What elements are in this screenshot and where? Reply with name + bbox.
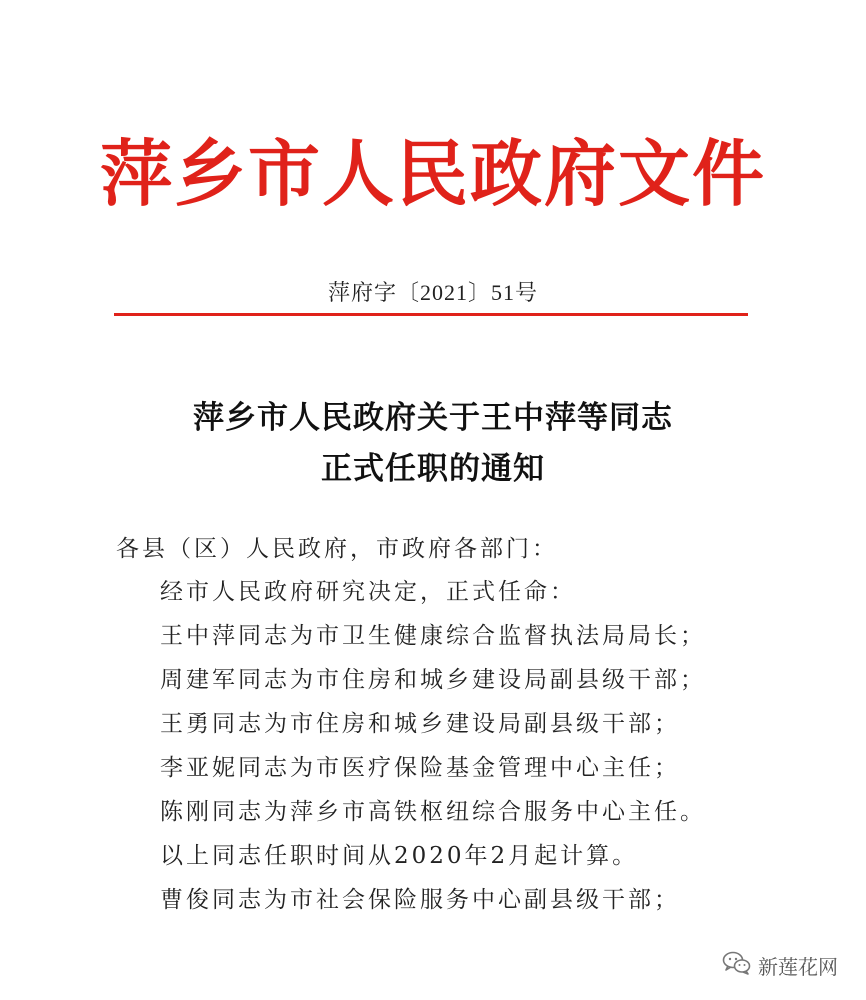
appointment-item: 王中萍同志为市卫生健康综合监督执法局局长； — [160, 623, 706, 649]
header-divider — [114, 313, 748, 316]
notice-title-line-1: 萍乡市人民政府关于王中萍等同志 — [193, 400, 673, 436]
salutation: 各县（区）人民政府，市政府各部门： — [116, 536, 558, 562]
notice-title-line-2: 正式任职的通知 — [321, 451, 545, 487]
watermark-label: 新莲花网 — [758, 955, 838, 979]
appointment-item: 曹俊同志为市社会保险服务中心副县级干部； — [160, 887, 680, 913]
appointment-item: 李亚妮同志为市医疗保险基金管理中心主任； — [160, 755, 680, 781]
document-number: 萍府字〔2021〕51号 — [327, 280, 538, 305]
appointment-item: 陈刚同志为萍乡市高铁枢纽综合服务中心主任。 — [160, 799, 706, 825]
paragraph-intro: 经市人民政府研究决定，正式任命： — [160, 579, 576, 605]
appointment-item: 王勇同志为市住房和城乡建设局副县级干部； — [160, 711, 680, 737]
wechat-icon — [722, 950, 752, 981]
appointment-item: 周建军同志为市住房和城乡建设局副县级干部； — [160, 667, 706, 693]
effective-date-note: 以上同志任职时间从2020年2月起计算。 — [160, 843, 639, 869]
document-header-title: 萍乡市人民政府文件 — [99, 131, 766, 216]
watermark — [722, 950, 838, 981]
